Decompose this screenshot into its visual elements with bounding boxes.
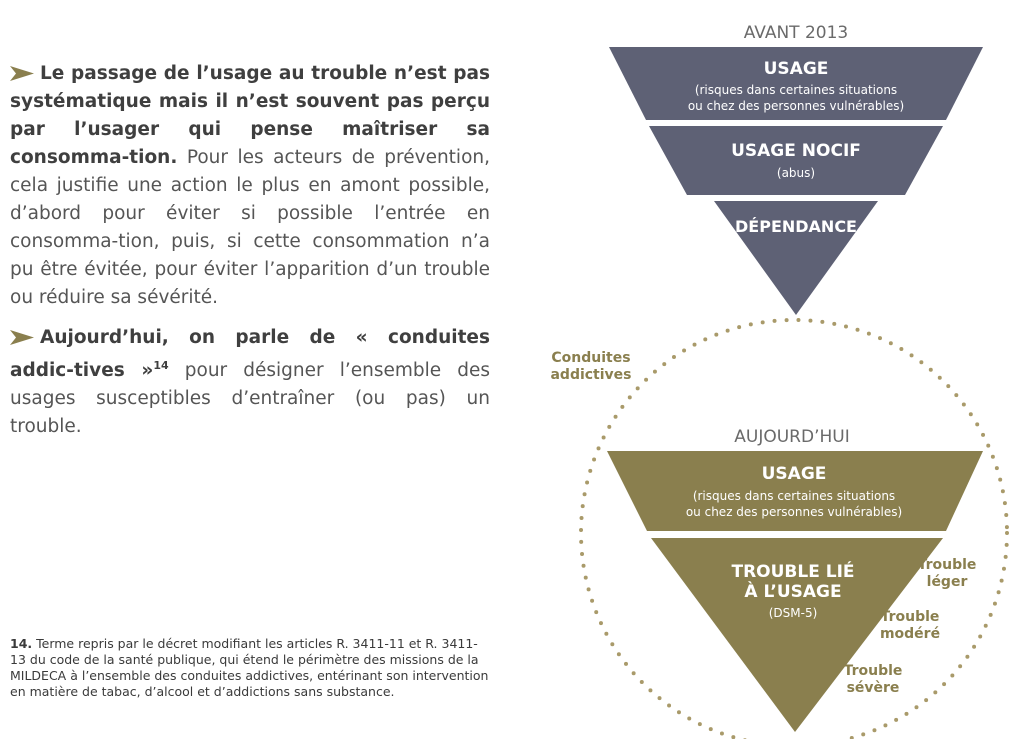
today-usage-sub-2: ou chez des personnes vulnérables): [685, 505, 903, 519]
before-nocif-title: USAGE NOCIF: [731, 141, 861, 161]
today-caption: AUJOURD’HUI: [734, 427, 850, 447]
severity-modere-line-1: Trouble: [880, 609, 940, 625]
today-trouble-sub: (DSM-5): [768, 606, 818, 620]
paragraph-1-text: Pour les acteurs de prévention, cela justifie une action le plus en amont possible, d’abord pour éviter si possible l’entrée en consomma-tion, puis, si cette consommation n’a pu être évitée, pour éviter l’apparition d’un trouble ou réduire sa sévérité.: [10, 147, 490, 308]
before-usage-sub-1: (risques dans certaines situations: [694, 83, 898, 97]
paragraph-2: [10, 324, 490, 441]
circle-label-line-2: addictives: [550, 367, 632, 383]
severity-leger-line-1: Trouble: [917, 557, 977, 573]
footnote-ref: 14: [153, 359, 169, 372]
paragraph-2-bold: Aujourd’hui, on parle de « conduites addic-tives »: [10, 327, 490, 382]
paragraph-1: [10, 60, 490, 312]
arrow-bullet-icon: [10, 66, 34, 81]
before-dependance-title: DÉPENDANCE: [735, 217, 857, 236]
footnote-number: 14.: [10, 636, 33, 651]
footnote: [10, 636, 490, 700]
today-usage-sub-1: (risques dans certaines situations: [692, 489, 896, 503]
before-usage-sub-2: ou chez des personnes vulnérables): [687, 99, 905, 113]
today-usage-title: USAGE: [761, 464, 827, 484]
before-caption: AVANT 2013: [743, 23, 849, 43]
text-column: [10, 60, 490, 453]
circle-label-line-1: Conduites: [551, 350, 631, 366]
arrow-bullet-icon: [10, 330, 34, 345]
before-nocif-sub: (abus): [776, 166, 816, 180]
severity-severe-line-2: sévère: [846, 680, 900, 696]
severity-severe-line-1: Trouble: [843, 663, 903, 679]
severity-modere-line-2: modéré: [879, 626, 941, 642]
today-trouble-line-2: À L’USAGE: [744, 582, 842, 602]
footnote-text: Terme repris par le décret modifiant les articles R. 3411-11 et R. 3411-13 du code de la santé publique, qui étend le périmètre des missions de la MILDECA à l’ensemble des conduites addictives, entérinant son intervention en matière de tabac, d’alcool et d’addictions sans substance.: [10, 636, 489, 699]
paragraph-1-bold: Le passage de l’usage au trouble n’est pas systématique mais il n’est souvent pas perçu par l’usager qui pense maîtriser sa consomma-tion.: [10, 63, 490, 168]
paragraph-2-text: pour désigner l’ensemble des usages susceptibles d’entraîner (ou pas) un trouble.: [10, 360, 490, 438]
before-usage-title: USAGE: [763, 59, 829, 79]
severity-leger-line-2: léger: [926, 574, 968, 590]
today-trouble-line-1: TROUBLE LIÉ: [731, 562, 855, 582]
addiction-diagram: [540, 0, 1024, 739]
